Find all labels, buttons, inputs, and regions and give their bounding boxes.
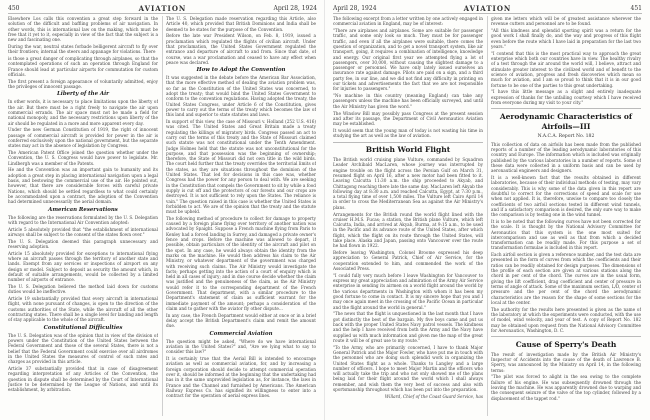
- paragraph: In support of this view, the case of Missouri v. Holland (252 U.S. 416) was cited. The United States and Great Britain made a treaty regulating the killings of migratory birds. Congress passed an act to carry out the terms of this treaty and the State of Missouri claimed such statute was not constitutional under the Tenth Amendment. Judge Holmes held that the statute was not unconstitutional for the purpose, and that possession was the beginning of ownership; therefore, the State of Missouri did not own title in the wild birds. The court held further that the treaty overrides the territorial limits of the states, as they are situations throughout the dominion of the United States. That led for decisions in this case was, whether Congress had the power for any person to deal with. We are seeking in the Constitution that compels the Government to sit by while a food supply is cut off and the protectors of our forests and our crops are destroyed. It is not sufficient to rely upon the States. The reliance is vain." The question raised in this case is whether the United States is forbidden to act. We are of the opinion that the treaty and the statute must be upheld.: [166, 119, 316, 215]
- paragraph: "The pilot was forced to alight in the sea owing to the complete failure of his engine. He was subsequently drowned through the leaving the machine. He was apparently drowned due to warping and the consequent seizure of the valve of the top cylinder, followed by a displacement of the tappet rod.": [491, 374, 641, 401]
- paragraph: Each airfoil section is given a reference number, and the test data are presented in the form of curves from which the coefficients and their ratios can be readily obtained for design purposes. The dimensions of the profile of each section are given at various stations along the chord in per cent of the chord. The curves are in the usual form, giving the lift coefficient, drag coefficient and center of pressure in terms of angle of attack. Some of the maximum section, L/D, center of pressure and the per cent of the chord the aerodynamic characteristics are the reason for the shape of some sections for the local at the center.: [491, 252, 641, 305]
- right-page-columns: [333, 16, 642, 416]
- paragraph: The following are the reservations formulated by the U. S. Delegation with regard to the International Air Convention adopted:: [8, 214, 158, 225]
- paragraph: In other words, it is necessary to place limitations upon the liberty of the air. But there must be a right freely to navigate the air upon commercial errands. The air space must not be made a field for national monopoly, and the necessary restrictions upon liberty of the air should be regulated in a more and more apparent every day.: [8, 99, 158, 126]
- paragraph: The result of investigation made by the British Air Ministry's Inspector of Accidents into the cause of the death of Lawrence B. Sperry, was announced by the Ministry on April 14, in the following terms:: [491, 351, 641, 373]
- paragraph: Before the late war President Wilson, on Feb. 8, 1919, issued a proclamation which regulated the flights of civilian aircraft. Under that proclamation, the United States Government regulated the entrance and departure of aircraft to and from. Since that date, of course, was a war proclamation and ceased to have any effect when peace was declared.: [166, 33, 316, 65]
- paragraph: "No machine in this country (meaning England) can take any passengers unless the machine has been officially surveyed, and until the Air Ministry has given the word.": [333, 93, 483, 109]
- right-column-2: [491, 16, 641, 416]
- paragraph: The American Patent Office joined the question whether under the Convention, the U. S. Congress would have power to legislate. Mr. Lindbergh was a member of the Patents.: [8, 150, 158, 166]
- page-header-left: [8, 4, 317, 14]
- paragraph: The Winslow Bill may possibly pass Congress at the present session and after its passage, the Department of Civil Aeronautics Aviation may be established.: [333, 110, 483, 127]
- section-heading: Commercial Aviation: [209, 330, 273, 337]
- paragraph: Article 37 substantially provided that in case of disagreement regarding interpretation of any Articles of the Convention, the question in dispute shall be determined by the Court of International Justice to be determined by the League of Nations, and until its establishment, by arbitration.: [8, 365, 158, 393]
- paragraph: "There are airplanes and airplanes. Some are suitable for passenger traffic, and some only look so much. They must be for passenger traffic, and even if all the airplanes were suitable, there comes the question of organization, and to get a novel transport system, like air transport, going, it requires a combination of intelligence, knowledge and energy. Our original first year we attempted flying a lot of passengers, over 30,000, without causing the slightest damage to a passenger or personnel. We have only lately issued ourselves an insurance rate against damage. Pilots are paid on a sign, and a third party fee, in our line, and we did not find any difficulty in printing on our tickets and advertisements the fact that we are not responsible for injuries to passengers.": [333, 28, 483, 92]
- left-column-2: [166, 16, 316, 416]
- paragraph: The question might be asked, "Where do we have international aviation in the United States?" and, "Are we lying what to say to consider this law?": [166, 338, 316, 355]
- paragraph: Before leaving Washington, Colonel Broome expressed his deep appreciation to General Patrick, Chief of Air Service, for the cooperation extended to him, and commended the work of the Associated Press.: [333, 250, 483, 271]
- page-number: 451: [630, 5, 642, 12]
- paragraph: It was suggested in the debate before the American Bar Association, that the more effective method of dealing the aviation problem was, so far as the Constitution of the United States was concerned, to adopt the treaty; that would bind the United States Government to conform to the convention regulations. Having adopted the treaty, the United States Congress, under Article 6 of the Constitution, gives power to carry out the terms of the treaty which becomes the law of this land and superior to state statutes and laws.: [166, 75, 316, 118]
- paragraph: The first present a foreign appearance of voluntarily admitted, enjoy the privileges of innocent passage.: [8, 78, 158, 90]
- paragraph: It is a well-known fact that the results obtained in different laboratories, because of their individual methods of testing, may vary considerably. This is why some of the data given in this report are doubtful to correct for the corrections of speed and scale for use when not applied. It is, therefore, unwise to compare too closely the coefficients of two airfoil sections tested in different wind tunnels, and if a satisfactory comparison is desired, the only sure way to make the comparison is by testing one in the wind tunnel.: [491, 175, 641, 218]
- paragraph: It is certainly true that the Aerial Bill is intended to encourage aviation as well as commercial aviation, for, and by increasing a foreign corporation should decide to attempt commercial operation over it, should be informed at the beginning that the undertaking had has in it the same unprovided legislation as, for instance, the laws in France and the Channel and furnished by Americans. The American Railway Express Co. has signified its willingness to enter into a contract for the operation of aerial express lines.: [166, 356, 316, 399]
- column-divider: [162, 16, 163, 416]
- article-title: British World Flight: [365, 145, 451, 155]
- journal-title: AVIATION: [138, 4, 187, 13]
- left-column-1: [8, 16, 158, 416]
- article-title: Cause of Sperry's Death: [515, 339, 617, 349]
- page-number: 450: [8, 5, 20, 12]
- section-rule: [491, 108, 641, 109]
- page-date: April 28, 1924: [333, 5, 377, 12]
- right-page: [325, 0, 650, 420]
- paragraph: Arrangements for the British round the world flight lined with the cruiser H.M.S. Fucas; a station, the British plane Vulture, which left Calcutta, India, and arrived at Akyab, Burma, at 9:15 a.m., to be used in the Pacific and its advance route of the United States, after which flight, which the flight on its route through the United States, will take place. Alaska and Japan, passing onto Vancouver over the route he had flown in 1922.: [333, 211, 483, 249]
- paragraph: The authority for the results here presented is given as the name of the laboratory at which the experiments were conducted, with the use of model, wind velocity, and year of test. A copy of Report No. 182 may be obtained upon request from the National Advisory Committee for Aeronautics, Washington, D. C.: [491, 306, 641, 333]
- paragraph: Elsewhere Los calls this convention a great step forward in the solution of the difficult and baffling problems of air navigation. In other words, this is international law on the making, which must be free that it yet to it, especially in view of the fact that the subject is a new and fascinating one.: [8, 16, 158, 43]
- paragraph: Under the new German Constitution of 1919, the right of innocent passage of commercial aircraft is provided for power in the air is conferred exclusively upon the national government, but the separate states may act in the absence of legislation by Congress.: [8, 127, 158, 149]
- paragraph: The U. S. Delegation made reservation regarding this Article, also Article 40, which provided that British Dominions and India shall be deemed to be states for the purpose of the Convention.: [166, 16, 316, 32]
- section-heading: American Reservations: [48, 206, 118, 213]
- paragraph: "All this kindness and splendid sporting spirit was a return for the good work I shall finally do, and the way and progress of this flight even before the route which I have laid in preparation for the last two years.": [491, 28, 641, 49]
- paragraph: "I could fully very much before I leave Washington for Vancouver to express my great appreciation and admiration of the Army Air Service enterprise in sending its airmen on a world flight around the world by the various departments in Washington with whom it has been my good fortune to come in contact. It is my sincere hope that you and I may once again meet in the crossing of the Pacific Ocean in particular and the flight around the world in general.": [333, 272, 483, 310]
- paragraph: It would seem that the young man of today is not wasting his time in studying the art as well as the law of aviation.: [333, 127, 483, 139]
- page-date: April 28, 1924: [273, 5, 317, 12]
- page-header-right: [333, 4, 642, 14]
- section-heading: Constitutional Difficulties: [43, 324, 123, 331]
- section-heading: How to Adopt the Convention: [196, 67, 286, 74]
- paragraph: He and the Convention was an important gain to humanity and its adoption a great step in placing international navigation upon a legal basis, and bestowing the commercial use of the air. He pointed out, however, that there are considerable forces with careful private Nations, which should be settled regardless to what could certainly be accommodated upon a contract, the adoption of the Convention had determined unnecessarily the aerial domain.: [8, 167, 158, 205]
- paragraph: Article 15 absolutely provided for exceptions to international flying where an aircraft passes through the territory of another state and lands. Exempt from any services or inspections of airsport on any design or model. Subject to deposit as security the amount which, in default of suitable arrangements, would be collected by a limited number of airports of entrance.: [8, 250, 158, 283]
- paragraph: The U. S. Delegation believed the method laid down for customs duties would be ineffective.: [8, 284, 158, 295]
- paragraph: Article 5 absolutely provided that "the establishment of international airways shall be subject to the consent of the states flown over.": [8, 226, 158, 237]
- paragraph: This collection of data on airfoils has been made from the published reports of a number of the leading aerodynamic laboratories of this country and Europe. The information which is included was originally published by the various laboratories in a number of reports. Some of these data were collected in a uniform basis and can be used by aeronautical engineers and designers.: [491, 141, 641, 174]
- section-rule: [333, 142, 483, 143]
- paragraph: The following excerpt from a letter written by one actively engaged in commercial aviation in England, may be of interest:: [333, 16, 483, 27]
- right-column-1: [333, 16, 483, 416]
- paragraph: given me letters which will be of greatest assistance wherever the revenue cutters and personnel are to be found.: [491, 16, 641, 27]
- paragraph: The U. S. Delegation deemed this paragraph unnecessary and reserving adoption.: [8, 238, 158, 249]
- section-rule: [491, 336, 641, 337]
- paragraph: The British world cruising plane Vulture, commanded by Squadron Leader Archibald MacLaren, whose journey was interrupted by engine trouble on the flight across the Persian Gulf on March 31, resumed flight on April 16, after a new motor had been fitted to it. Leaving Calcutta 11:30 a.m. the ship proceeded to Akyab, and Chittagong reaching there late the same day. MacLaren left Akyab the following day at 8:30 a.m. and reached Calcutta, Egypt, at 7:30 p.m., a total flying time of over 1,500 miles. The Vulture left Cairo April 14 in order to cross the Mediterranean Sea as against the Air Ministry's plans.: [333, 157, 483, 210]
- paragraph: Article 19 substantially provided that every aircraft in international flight, with none pursuant of changes, is open to the direction of the customs authorities of the State, while the aircraft of all the other contracting states. There shall be a single level for landing and length of stay applicable to the whole of the aircraft.: [8, 296, 158, 323]
- paragraph: "I contend that this is the most practical way to approach the great enterprise which both our countries have in view. The healthy rivalry of a test through the air around the world will, I believe, attract and stimulate greater interest to the civilized world and of benefit to the science of aviation, progress and fresh discoveries which mean so much for aviation, and I am so proud to think that it is in our good fortune to be one of the parties to this great undertaking.: [491, 50, 641, 88]
- paragraph: "The news that the flight is unquestioned in the last month that I have got distinctly the best of the bargain. My five boys came and put us back with the proper United States Navy patrol vessels. The kindness and the help I have received from both the Army and the Navy have supplied us with much information and given me the map of the great route it will be of great use to my route.": [333, 311, 483, 343]
- paragraph: It is to be noted that the following curves have not been corrected for the scale. It is thought by the National Advisory Committee for Aeronautics that this system is the one most suited for intercomparison and use as well as that from which a decided transformation can be readily made. For this purpose a set of transformation formulae is included in this report.: [491, 218, 641, 251]
- paragraph: During the war, neutral states forbade belligerent aircraft to fly over their frontiers; internal the steers and appanage for violations. There: [8, 43, 158, 55]
- paragraph-continued: Willard, Chief of the Coast Guard Service, has: [384, 393, 483, 399]
- left-page-columns: [8, 16, 317, 416]
- paragraph: The following method of procedure to collect for damage to property caused by a foreign plane flying over territory of another nation was advocated by Spaight. Suppose a French machine flying from Paris to Kenley had a forced landing in Surrey, and damaged a private owner's fence and crops. Before the machine was allowed to depart, if possible, obtain particulars of the identity of the aircraft and pilot on the spot. In any case, he would always obtain the identity from the marks on the machine. He would then address his claim to the Air Ministry, or whatever department of the government was charged with receiving such claims. The Air Ministry would investigate the facts; perhaps getting into the action of a court of enquiry which is held in all cases of injury; and in due course decide whether the claim was justified and the genuineness of the claim, as the Air Ministry would refer it to the corresponding department of the French Government. That department, with a similar procedure to the Department's statement of claim as sufficient warrant for the immediate payment of the amount; perhaps a consideration of the claim and to gather with the aviator fly other dispute...: [166, 215, 316, 311]
- journal-title: AVIATION: [463, 4, 512, 13]
- paragraph: "To the Army, who are primarily concerned, I have to thank Major General Patrick and the Major Fowler, who have put me in touch with the personnel who are doing such splendid work in organizing the United States flight as a whole. Thanks to Langley and a large number of officers. I hope to meet Major Martin and the officers who will actually take the trip and who not only showed me of the plans being laid for their flight around the world which I shall always remember, and wish them the very best of success and also with sportsmanship throughout which has been put into the preparation.: [333, 344, 483, 392]
- article-title: Aerodynamic Characteristics of Airfoils—III: [499, 111, 633, 131]
- section-heading: Liberty of the Air: [57, 91, 109, 98]
- article-subtitle: N.A.C.A. Report No. 182: [537, 133, 595, 139]
- paragraph: is those a great danger of complicating through airplanes, so that the contemplated operations of such an operation through England for France should lead at particular airports for commutation for custom officials.: [8, 56, 158, 77]
- paragraph: In any case, the French Department would either at once or in a brief delay accept the British Department's claim and remit the amount due.: [166, 312, 316, 329]
- paragraph: "I have this little message as a slight and entirely inadequate expression of thanks for the unfailing courtesy which I have received from everyone during my visit to your city.": [491, 89, 641, 105]
- paragraph: The U. S. Delegation was of the opinion that in view of the division of powers under the Constitution of the United States between the Federal Government and those of the several States, there is not a belief that the Federal Government could exercise over all airdromes in the United States the measures of control of such rates and charges as provided in this article.: [8, 332, 158, 365]
- column-divider: [487, 16, 488, 416]
